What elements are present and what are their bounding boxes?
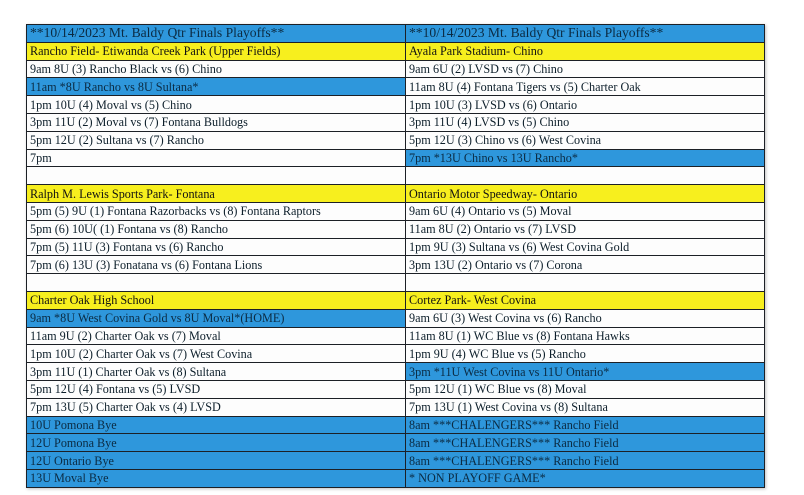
- right-schedule-cell: Ontario Motor Speedway- Ontario: [406, 185, 765, 203]
- schedule-row: [27, 363, 765, 381]
- left-schedule-cell: 9am *8U West Covina Gold vs 8U Moval*(HOME): [27, 309, 406, 327]
- right-schedule-cell: 7pm 13U (1) West Covina vs (8) Sultana: [406, 398, 765, 416]
- right-schedule-cell: 3pm 13U (2) Ontario vs (7) Corona: [406, 256, 765, 274]
- right-schedule-cell: 3pm 11U (4) LVSD vs (5) Chino: [406, 113, 765, 131]
- schedule-row: [27, 345, 765, 363]
- left-schedule-cell: 3pm 11U (2) Moval vs (7) Fontana Bulldogs: [27, 113, 406, 131]
- left-schedule-cell: Charter Oak High School: [27, 291, 406, 309]
- right-schedule-cell: 9am 6U (4) Ontario vs (5) Moval: [406, 202, 765, 220]
- left-schedule-cell: 12U Ontario Bye: [27, 452, 406, 470]
- right-schedule-cell: 1pm 9U (4) WC Blue vs (5) Rancho: [406, 345, 765, 363]
- left-schedule-cell: Rancho Field- Etiwanda Creek Park (Upper Fields): [27, 42, 406, 60]
- schedule-row: [27, 291, 765, 309]
- left-schedule-cell: 7pm (5) 11U (3) Fontana vs (6) Rancho: [27, 238, 406, 256]
- left-schedule-cell: [27, 274, 406, 292]
- left-schedule-cell: **10/14/2023 Mt. Baldy Qtr Finals Playoffs**: [27, 25, 406, 43]
- right-schedule-cell: 8am ***CHALENGERS*** Rancho Field: [406, 434, 765, 452]
- schedule-row: [27, 327, 765, 345]
- schedule-row: [27, 274, 765, 292]
- right-schedule-cell: 11am 8U (2) Ontario vs (7) LVSD: [406, 220, 765, 238]
- right-schedule-cell: 9am 6U (3) West Covina vs (6) Rancho: [406, 309, 765, 327]
- right-schedule-cell: 9am 6U (2) LVSD vs (7) Chino: [406, 60, 765, 78]
- left-schedule-cell: 12U Pomona Bye: [27, 434, 406, 452]
- schedule-row: [27, 398, 765, 416]
- left-schedule-cell: 7pm: [27, 149, 406, 167]
- right-schedule-cell: 7pm *13U Chino vs 13U Rancho*: [406, 149, 765, 167]
- schedule-row: [27, 25, 765, 43]
- schedule-row: [27, 167, 765, 185]
- schedule-row: [27, 60, 765, 78]
- right-schedule-cell: 11am 8U (1) WC Blue vs (8) Fontana Hawks: [406, 327, 765, 345]
- left-schedule-cell: 7pm (6) 13U (3) Fonatana vs (6) Fontana Lions: [27, 256, 406, 274]
- schedule-row: [27, 380, 765, 398]
- schedule-row: [27, 131, 765, 149]
- left-schedule-cell: 3pm 11U (1) Charter Oak vs (8) Sultana: [27, 363, 406, 381]
- schedule-row: [27, 238, 765, 256]
- schedule-row: [27, 469, 765, 487]
- schedule-row: [27, 434, 765, 452]
- schedule-row: [27, 220, 765, 238]
- schedule-row: [27, 185, 765, 203]
- left-schedule-cell: 13U Moval Bye: [27, 469, 406, 487]
- left-schedule-cell: 5pm (5) 9U (1) Fontana Razorbacks vs (8) Fontana Raptors: [27, 202, 406, 220]
- right-schedule-cell: 11am 8U (4) Fontana Tigers vs (5) Charter Oak: [406, 78, 765, 96]
- right-schedule-cell: Cortez Park- West Covina: [406, 291, 765, 309]
- left-schedule-cell: 11am *8U Rancho vs 8U Sultana*: [27, 78, 406, 96]
- right-schedule-cell: 5pm 12U (3) Chino vs (6) West Covina: [406, 131, 765, 149]
- left-schedule-cell: 11am 9U (2) Charter Oak vs (7) Moval: [27, 327, 406, 345]
- schedule-row: [27, 416, 765, 434]
- schedule-row: [27, 256, 765, 274]
- schedule-row: [27, 149, 765, 167]
- right-schedule-cell: [406, 274, 765, 292]
- right-schedule-cell: 1pm 10U (3) LVSD vs (6) Ontario: [406, 96, 765, 114]
- right-schedule-cell: * NON PLAYOFF GAME*: [406, 469, 765, 487]
- left-schedule-cell: 5pm 12U (2) Sultana vs (7) Rancho: [27, 131, 406, 149]
- schedule-row: [27, 202, 765, 220]
- left-schedule-cell: 5pm 12U (4) Fontana vs (5) LVSD: [27, 380, 406, 398]
- schedule-body: [27, 25, 765, 488]
- left-schedule-cell: 7pm 13U (5) Charter Oak vs (4) LVSD: [27, 398, 406, 416]
- schedule-row: [27, 42, 765, 60]
- schedule-row: [27, 113, 765, 131]
- left-schedule-cell: 1pm 10U (2) Charter Oak vs (7) West Covina: [27, 345, 406, 363]
- left-schedule-cell: Ralph M. Lewis Sports Park- Fontana: [27, 185, 406, 203]
- left-schedule-cell: 5pm (6) 10U( (1) Fontana vs (8) Rancho: [27, 220, 406, 238]
- schedule-table: [26, 24, 765, 488]
- left-schedule-cell: [27, 167, 406, 185]
- right-schedule-cell: 3pm *11U West Covina vs 11U Ontario*: [406, 363, 765, 381]
- schedule-row: [27, 452, 765, 470]
- schedule-row: [27, 309, 765, 327]
- left-schedule-cell: 10U Pomona Bye: [27, 416, 406, 434]
- schedule-row: [27, 78, 765, 96]
- left-schedule-cell: 1pm 10U (4) Moval vs (5) Chino: [27, 96, 406, 114]
- right-schedule-cell: 8am ***CHALENGERS*** Rancho Field: [406, 452, 765, 470]
- schedule-row: [27, 96, 765, 114]
- left-schedule-cell: 9am 8U (3) Rancho Black vs (6) Chino: [27, 60, 406, 78]
- right-schedule-cell: 1pm 9U (3) Sultana vs (6) West Covina Gold: [406, 238, 765, 256]
- right-schedule-cell: [406, 167, 765, 185]
- right-schedule-cell: 5pm 12U (1) WC Blue vs (8) Moval: [406, 380, 765, 398]
- right-schedule-cell: **10/14/2023 Mt. Baldy Qtr Finals Playoffs**: [406, 25, 765, 43]
- right-schedule-cell: Ayala Park Stadium- Chino: [406, 42, 765, 60]
- right-schedule-cell: 8am ***CHALENGERS*** Rancho Field: [406, 416, 765, 434]
